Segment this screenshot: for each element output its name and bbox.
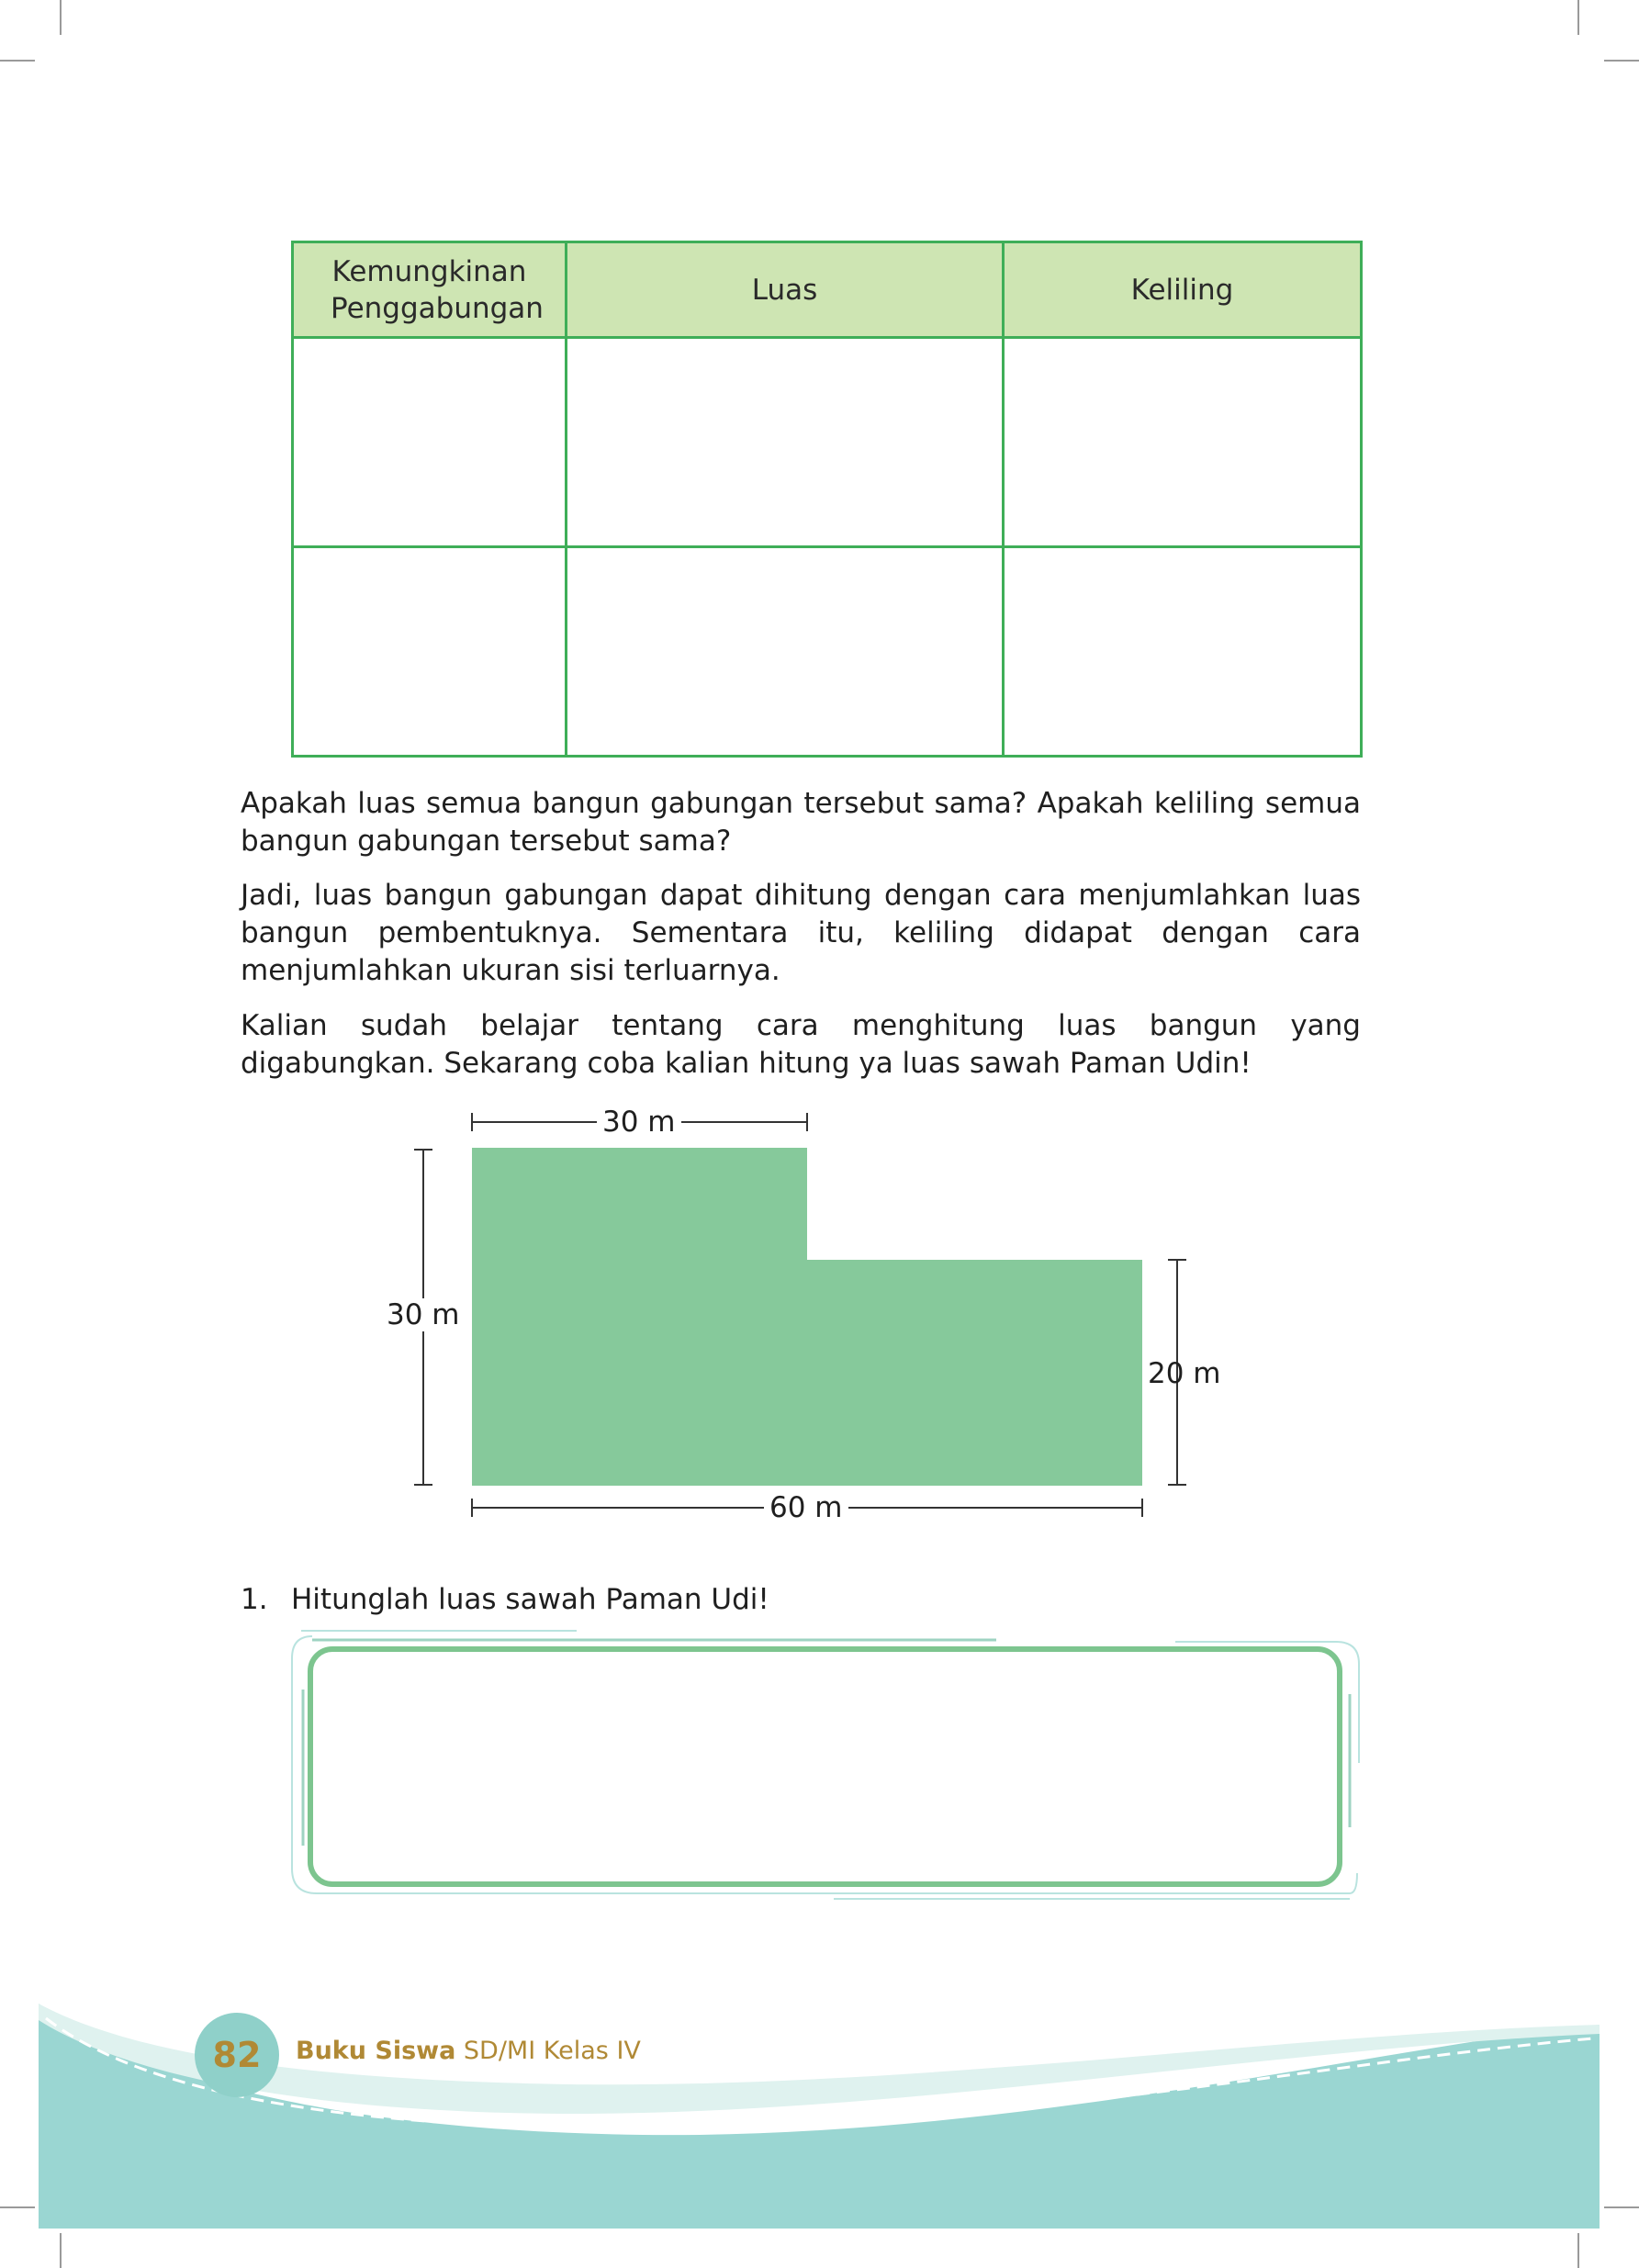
paragraph-question: Apakah luas semua bangun gabungan tersebut sama? Apakah keliling semua bangun gabungan tersebut sama? <box>241 787 1361 858</box>
dim-label-right: 20 m <box>1148 1357 1221 1390</box>
question-number: 1. <box>241 1583 268 1616</box>
book-title-bold: Buku Siswa <box>296 2037 456 2065</box>
header-luas: Luas <box>567 242 1004 338</box>
book-title-rest: SD/MI Kelas IV <box>455 2037 641 2065</box>
page-number: 82 <box>195 2013 279 2097</box>
paragraph-instruction: Kalian sudah belajar tentang cara menghitung luas bangun yang digabungkan. Sekarang coba kalian hitung ya luas sawah Paman Udin! <box>241 1009 1361 1080</box>
header-kemungkinan: Kemungkinan Penggabungan <box>293 242 567 338</box>
dim-label-left: 30 m <box>381 1298 466 1331</box>
dim-label-top: 30 m <box>597 1106 681 1139</box>
dim-label-bottom: 60 m <box>764 1491 848 1524</box>
question-text: Hitunglah luas sawah Paman Udi! <box>291 1583 769 1616</box>
book-title <box>296 2037 641 2065</box>
header-keliling: Keliling <box>1004 242 1362 338</box>
paragraph-conclusion: Jadi, luas bangun gabungan dapat dihitung dengan cara menjumlahkan luas bangun pembentuknya. Sementara itu, keliling didapat dengan cara menjumlahkan ukuran sisi terluarnya. <box>241 879 1361 987</box>
